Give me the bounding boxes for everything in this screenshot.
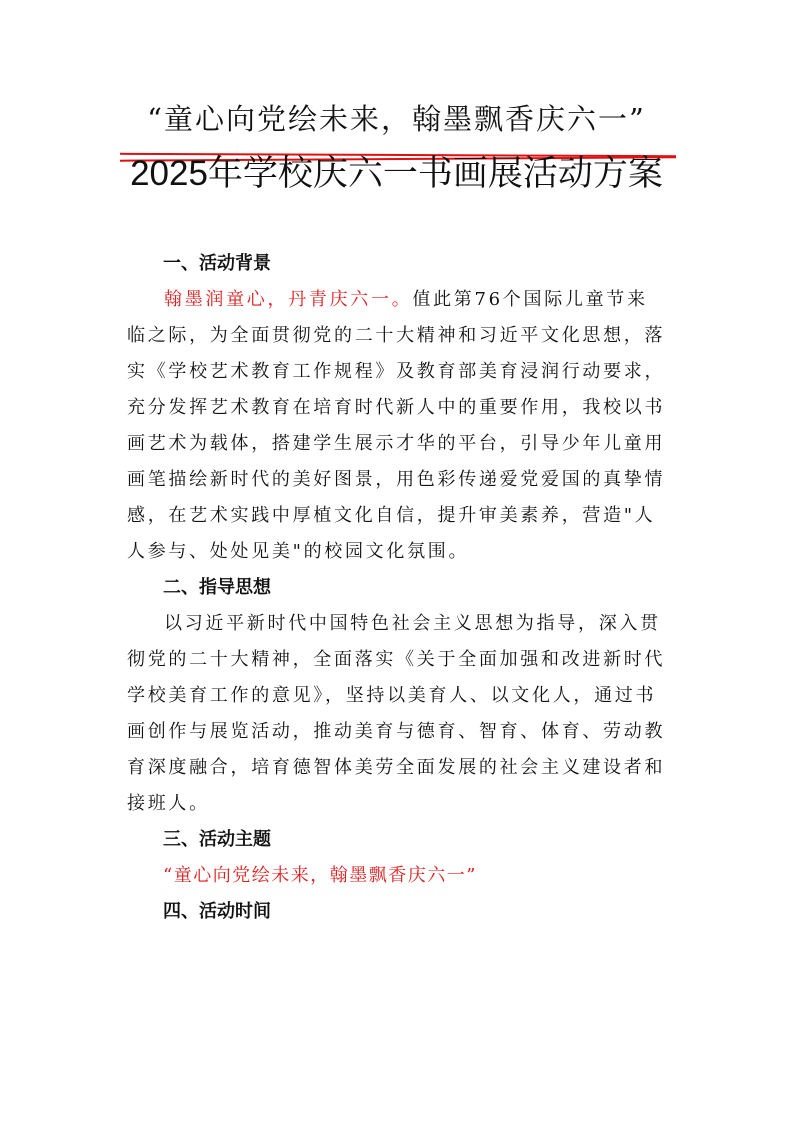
paragraph-line: 实《学校艺术教育工作规程》及教育部美育浸润行动要求， (127, 361, 666, 382)
paragraph-line: 彻党的二十大精神，全面落实《关于全面加强和改进新时代 (127, 649, 666, 670)
paragraph-line: 临之际，为全面贯彻党的二十大精神和习近平文化思想，落 (127, 325, 666, 346)
paragraph-line: 学校美育工作的意见》，坚持以美育人、以文化人，通过书 (127, 685, 657, 706)
paragraph-line: 画艺术为载体，搭建学生展示才华的平台，引导少年儿童用 (127, 433, 666, 454)
section-heading: 四、活动时间 (163, 901, 271, 922)
section-heading: 一、活动背景 (163, 253, 271, 274)
paragraph-line: 育深度融合，培育德智体美劳全面发展的社会主义建设者和 (127, 757, 666, 778)
highlight-text: 翰墨润童心，丹青庆六一。 (164, 289, 413, 310)
paragraph-line: 感，在艺术实践中厚植文化自信，提升审美素养，营造"人 (127, 505, 656, 526)
paragraph-line: 充分发挥艺术教育在培育时代新人中的重要作用，我校以书 (127, 397, 666, 418)
paragraph-line: 以习近平新时代中国特色社会主义思想为指导，深入贯 (164, 613, 661, 634)
title-line-2: 2025年学校庆六一书画展活动方案 (130, 154, 663, 193)
paragraph-line: 人参与、处处见美"的校园文化氛围。 (127, 541, 470, 562)
document-body (127, 246, 672, 930)
paragraph-line: 画创作与展览活动，推动美育与德育、智育、体育、劳动教 (127, 721, 666, 742)
section-heading: 三、活动主题 (163, 829, 271, 850)
title-line-1: “童心向党绘未来，翰墨飘香庆六一” (147, 102, 646, 136)
paragraph-text: 值此第76个国际儿童节来 (412, 289, 648, 310)
paragraph-line: 接班人。 (127, 793, 210, 814)
theme-text: “童心向党绘未来，翰墨飘香庆六一” (163, 865, 477, 886)
paragraph-line (127, 282, 672, 318)
section-heading: 二、指导思想 (163, 577, 271, 598)
paragraph-line: 画笔描绘新时代的美好图景，用色彩传递爱党爱国的真挚情 (127, 469, 666, 490)
